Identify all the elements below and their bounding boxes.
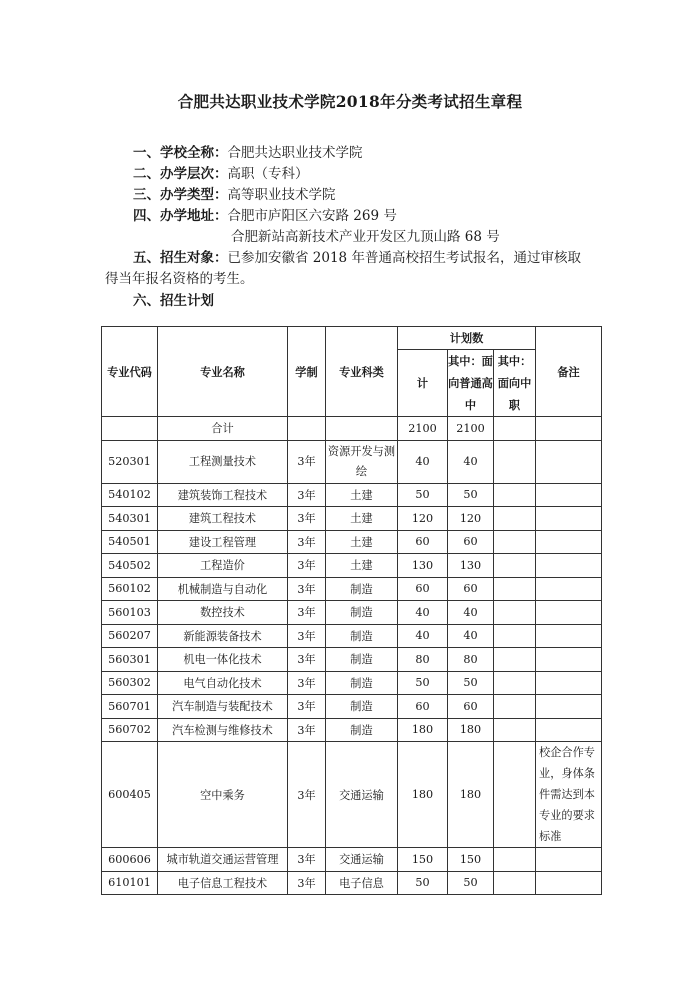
cell-total: 40 xyxy=(398,624,448,648)
cell-total: 120 xyxy=(398,507,448,531)
header-duration: 学制 xyxy=(288,327,326,417)
cell-total: 150 xyxy=(398,848,448,872)
cell-category: 土建 xyxy=(326,554,398,578)
cell-name: 城市轨道交通运营管理 xyxy=(158,848,288,872)
cell-total: 180 xyxy=(398,718,448,742)
cell-code: 600606 xyxy=(102,848,158,872)
table-row xyxy=(102,648,602,672)
cell-remark xyxy=(536,871,602,895)
cell-remark xyxy=(536,440,602,483)
cell-vocational xyxy=(494,718,536,742)
cell-name: 新能源装备技术 xyxy=(158,624,288,648)
subtotal-total: 2100 xyxy=(398,417,448,441)
cell-vocational xyxy=(494,671,536,695)
cell-name: 空中乘务 xyxy=(158,742,288,848)
target-label: 五、招生对象： xyxy=(133,250,228,266)
cell-duration: 3年 xyxy=(288,530,326,554)
info-label: 一、学校全称： xyxy=(133,145,228,161)
cell-remark xyxy=(536,648,602,672)
info-label: 三、办学类型： xyxy=(133,187,228,203)
info-value: 高等职业技术学院 xyxy=(227,187,336,203)
cell-name: 机械制造与自动化 xyxy=(158,577,288,601)
cell-category: 交通运输 xyxy=(326,848,398,872)
cell-remark xyxy=(536,848,602,872)
cell-vocational xyxy=(494,648,536,672)
cell-remark xyxy=(536,577,602,601)
cell-general: 60 xyxy=(448,695,494,719)
cell-total: 50 xyxy=(398,671,448,695)
cell-vocational xyxy=(494,554,536,578)
header-general: 其中：面向普通高中 xyxy=(448,350,494,417)
cell-vocational xyxy=(494,483,536,507)
cell-general: 40 xyxy=(448,601,494,625)
document-title: 合肥共达职业技术学院2018年分类考试招生章程 xyxy=(177,92,523,111)
table-row xyxy=(102,742,602,848)
cell-total: 180 xyxy=(398,742,448,848)
cell-duration: 3年 xyxy=(288,554,326,578)
cell-code: 600405 xyxy=(102,742,158,848)
table-row xyxy=(102,695,602,719)
cell-vocational xyxy=(494,601,536,625)
header-remark: 备注 xyxy=(536,327,602,417)
cell-remark xyxy=(536,507,602,531)
cell-name: 机电一体化技术 xyxy=(158,648,288,672)
cell-remark: 校企合作专业，身体条件需达到本专业的要求标准 xyxy=(536,742,602,848)
info-address xyxy=(133,206,397,226)
cell-vocational xyxy=(494,848,536,872)
cell-duration: 3年 xyxy=(288,671,326,695)
table-row xyxy=(102,871,602,895)
cell-name: 电子信息工程技术 xyxy=(158,871,288,895)
cell-duration: 3年 xyxy=(288,742,326,848)
cell-category: 制造 xyxy=(326,624,398,648)
cell-remark xyxy=(536,671,602,695)
cell-general: 180 xyxy=(448,742,494,848)
enrollment-plan-table xyxy=(101,326,602,895)
cell-code: 560207 xyxy=(102,624,158,648)
cell-category: 制造 xyxy=(326,695,398,719)
cell-vocational xyxy=(494,742,536,848)
cell-code: 540501 xyxy=(102,530,158,554)
info-value: 合肥共达职业技术学院 xyxy=(227,145,363,161)
info-value: 高职（专科） xyxy=(227,166,309,182)
cell-general: 50 xyxy=(448,483,494,507)
cell-vocational xyxy=(494,871,536,895)
cell-general: 40 xyxy=(448,624,494,648)
info-label: 二、办学层次： xyxy=(133,166,228,182)
table-row xyxy=(102,601,602,625)
cell-duration: 3年 xyxy=(288,483,326,507)
cell-general: 60 xyxy=(448,530,494,554)
cell-duration: 3年 xyxy=(288,577,326,601)
cell-category: 制造 xyxy=(326,648,398,672)
subtotal-row xyxy=(102,417,602,441)
cell-duration: 3年 xyxy=(288,648,326,672)
header-code: 专业代码 xyxy=(102,327,158,417)
cell-category: 土建 xyxy=(326,530,398,554)
cell-remark xyxy=(536,601,602,625)
cell-vocational xyxy=(494,440,536,483)
cell-category: 土建 xyxy=(326,507,398,531)
cell-remark xyxy=(536,483,602,507)
subtotal-label: 合计 xyxy=(158,417,288,441)
cell-category: 资源开发与测绘 xyxy=(326,440,398,483)
cell-remark xyxy=(536,554,602,578)
cell-total: 50 xyxy=(398,483,448,507)
table-row xyxy=(102,440,602,483)
cell-duration: 3年 xyxy=(288,871,326,895)
cell-remark xyxy=(536,530,602,554)
header-vocational: 其中：面向中职 xyxy=(494,350,536,417)
cell-name: 建筑装饰工程技术 xyxy=(158,483,288,507)
info-address-2: 合肥新站高新技术产业开发区九顶山路 68 号 xyxy=(231,229,500,245)
cell-category: 土建 xyxy=(326,483,398,507)
cell-vocational xyxy=(494,577,536,601)
cell-general: 180 xyxy=(448,718,494,742)
cell-total: 60 xyxy=(398,695,448,719)
table-row xyxy=(102,530,602,554)
cell-code: 560702 xyxy=(102,718,158,742)
cell-code: 540502 xyxy=(102,554,158,578)
cell-vocational xyxy=(494,695,536,719)
subtotal-general: 2100 xyxy=(448,417,494,441)
cell-total: 60 xyxy=(398,530,448,554)
cell-remark xyxy=(536,695,602,719)
cell-code: 610101 xyxy=(102,871,158,895)
cell-category: 制造 xyxy=(326,718,398,742)
cell-duration: 3年 xyxy=(288,624,326,648)
cell-code: 560301 xyxy=(102,648,158,672)
cell-code: 520301 xyxy=(102,440,158,483)
cell-category: 制造 xyxy=(326,601,398,625)
cell-vocational xyxy=(494,624,536,648)
cell-remark xyxy=(536,718,602,742)
cell-category: 制造 xyxy=(326,577,398,601)
cell-general: 120 xyxy=(448,507,494,531)
table-row xyxy=(102,848,602,872)
plan-heading: 六、招生计划 xyxy=(133,293,214,309)
cell-code: 560701 xyxy=(102,695,158,719)
cell-total: 130 xyxy=(398,554,448,578)
header-plan: 计划数 xyxy=(398,327,536,350)
target-paragraph xyxy=(105,248,605,290)
cell-total: 80 xyxy=(398,648,448,672)
info-label: 四、办学地址： xyxy=(133,208,228,224)
cell-vocational xyxy=(494,507,536,531)
cell-name: 汽车检测与维修技术 xyxy=(158,718,288,742)
header-category: 专业科类 xyxy=(326,327,398,417)
cell-total: 50 xyxy=(398,871,448,895)
header-name: 专业名称 xyxy=(158,327,288,417)
cell-name: 数控技术 xyxy=(158,601,288,625)
cell-general: 130 xyxy=(448,554,494,578)
cell-duration: 3年 xyxy=(288,601,326,625)
table-row xyxy=(102,507,602,531)
info-type xyxy=(133,185,336,205)
cell-code: 560103 xyxy=(102,601,158,625)
cell-code: 560102 xyxy=(102,577,158,601)
cell-name: 电气自动化技术 xyxy=(158,671,288,695)
cell-total: 60 xyxy=(398,577,448,601)
cell-general: 80 xyxy=(448,648,494,672)
table-row xyxy=(102,624,602,648)
info-value: 合肥市庐阳区六安路 269 号 xyxy=(227,208,397,224)
table-header-row xyxy=(102,327,602,350)
cell-total: 40 xyxy=(398,601,448,625)
cell-code: 560302 xyxy=(102,671,158,695)
cell-general: 50 xyxy=(448,871,494,895)
cell-code: 540102 xyxy=(102,483,158,507)
cell-category: 制造 xyxy=(326,671,398,695)
cell-name: 汽车制造与装配技术 xyxy=(158,695,288,719)
cell-category: 电子信息 xyxy=(326,871,398,895)
header-total: 计 xyxy=(398,350,448,417)
info-school-name xyxy=(133,143,363,163)
table-row xyxy=(102,554,602,578)
table-row xyxy=(102,718,602,742)
cell-duration: 3年 xyxy=(288,695,326,719)
cell-duration: 3年 xyxy=(288,440,326,483)
cell-total: 40 xyxy=(398,440,448,483)
cell-category: 交通运输 xyxy=(326,742,398,848)
table-row xyxy=(102,671,602,695)
info-level xyxy=(133,164,309,184)
cell-vocational xyxy=(494,530,536,554)
cell-general: 40 xyxy=(448,440,494,483)
table-row xyxy=(102,577,602,601)
cell-general: 60 xyxy=(448,577,494,601)
cell-general: 150 xyxy=(448,848,494,872)
table-row xyxy=(102,483,602,507)
cell-remark xyxy=(536,624,602,648)
target-line1: 已参加安徽省 2018 年普通高校招生考试报名，通过审核取 xyxy=(227,250,581,266)
cell-duration: 3年 xyxy=(288,718,326,742)
cell-name: 工程测量技术 xyxy=(158,440,288,483)
cell-general: 50 xyxy=(448,671,494,695)
cell-name: 工程造价 xyxy=(158,554,288,578)
target-line2: 得当年报名资格的考生。 xyxy=(105,271,254,287)
cell-name: 建筑工程技术 xyxy=(158,507,288,531)
cell-duration: 3年 xyxy=(288,848,326,872)
cell-duration: 3年 xyxy=(288,507,326,531)
cell-code: 540301 xyxy=(102,507,158,531)
cell-name: 建设工程管理 xyxy=(158,530,288,554)
plan-rows xyxy=(102,440,602,895)
